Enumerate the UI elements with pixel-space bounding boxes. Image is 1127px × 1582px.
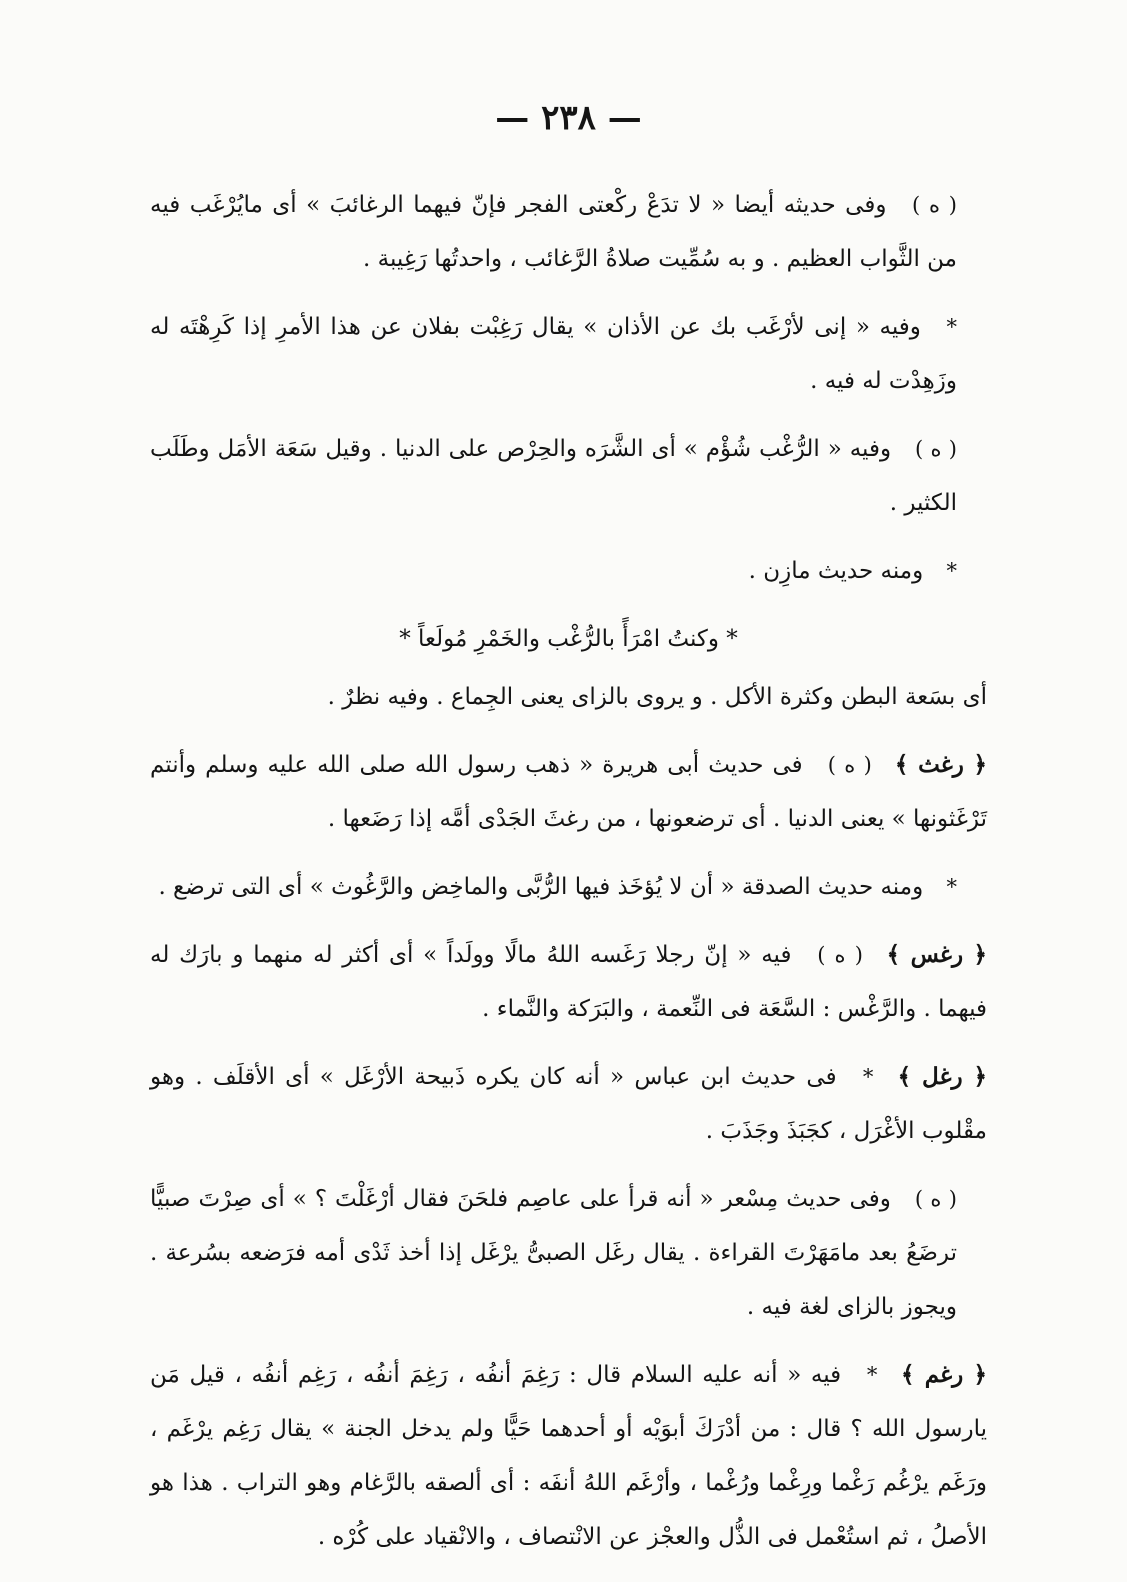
entry-text: أى بسَعة البطن وكثرة الأكل . و يروى بالزاى يعنى الجِماع . وفيه نظرٌ .: [327, 684, 987, 710]
entry-mazin: [150, 544, 987, 598]
asterisk-mark: *: [862, 1065, 874, 1089]
poetry-verse: [150, 612, 987, 666]
source-mark: ( ه ): [914, 1187, 957, 1211]
asterisk-mark: *: [946, 875, 957, 899]
entry-raghaib: [150, 178, 987, 286]
source-mark: ( ه ): [817, 943, 863, 967]
page-number: — ٢٣٨ —: [495, 98, 642, 138]
entry-rughb: [150, 422, 987, 530]
source-mark: ( ه ): [827, 753, 872, 777]
entry-raghal: [150, 1050, 987, 1158]
entry-ragham: [150, 1348, 987, 1564]
entry-arghab: [150, 300, 987, 408]
source-mark: ( ه ): [915, 437, 957, 461]
entry-text: ومنه حديث مازِن .: [748, 558, 924, 584]
entry-text: وفى حديث مِسْعر « أنه قرأ على عاصِم فلحَنَ فقال أرْغَلْتَ ؟ » أى صِرْتَ صبيًّا ترضَعُ بعد مامَهَرْتَ القراءة . يقال رغَل الصبىُّ يرْغَل إذا أخذ ثَدْى أمه فرَضعه بسُرعة . ويجوز بالزاى لغة فيه .: [150, 1186, 957, 1320]
source-mark: ( ه ): [911, 193, 958, 217]
entry-misar: [150, 1172, 987, 1334]
headword: ﴿ رغث ﴾: [894, 751, 988, 778]
entry-text: وفيه « الرُّغْب شُؤْم » أى الشَّرَه والحِرْص على الدنيا . وقيل سَعَة الأمَل وطَلَب الكثير .: [150, 436, 957, 516]
entry-raghas: [150, 928, 987, 1036]
verse-text: * وكنتُ امْرَأً بالرُّغْب والخَمْرِ مُولَعاً *: [399, 626, 738, 652]
entry-sadaqa: [150, 860, 987, 914]
entry-text: فى حديث ابن عباس « أنه كان يكره ذَبيحة الأرْغَل » أى الأقلَف . وهو مقْلوب الأغْرَل ، كجَبَذَ وجَذَبَ .: [150, 1064, 987, 1144]
asterisk-mark: *: [946, 559, 957, 583]
entry-text: ومنه حديث الصدقة « أن لا يُؤخَذ فيها الرُّبَّى والماخِض والرَّغُوث » أى التى ترضع .: [158, 874, 924, 900]
entry-text: وفيه « إنى لأرْغَب بك عن الأذان » يقال رَغِبْت بفلان عن هذا الأمرِ إذا كَرِهْتَه له وزَهِدْت له فيه .: [150, 314, 957, 394]
verse-explanation: [150, 670, 987, 724]
entry-text: فى حديث أبى هريرة « ذهب رسول الله صلى الله عليه وسلم وأنتم تَرْغَثونها » يعنى الدنيا . أى ترضعونها ، من رغثَ الجَدْى أمَّه إذا رَضَعها .: [150, 752, 987, 832]
headword: ﴿ رغم ﴾: [900, 1361, 988, 1388]
asterisk-mark: *: [866, 1363, 878, 1387]
asterisk-mark: *: [946, 315, 957, 339]
entry-text: وفى حديثه أيضا « لا تدَعْ ركْعتى الفجر فإنّ فيهما الرغائبَ » أى مايُرْغَب فيه من الثَّواب العظيم . و به سُمِّيت صلاةُ الرَّغائب ، واحدتُها رَغِيبة .: [150, 192, 957, 272]
headword: ﴿ رغل ﴾: [897, 1063, 988, 1090]
entry-text: فيه « إنّ رجلا رَغَسه اللهُ مالًا وولَداً » أى أكثر له منهما و بارَك له فيهما . والرَّغْس : السَّعَة فى النِّعمة ، والبَرَكة والنَّماء .: [150, 942, 987, 1022]
headword: ﴿ رغس ﴾: [886, 941, 987, 968]
entry-text: فيه « أنه عليه السلام قال : رَغِمَ أنفُه ، رَغِمَ أنفُه ، رَغِم أنفُه ، قيل مَن يارسول الله ؟ قال : من أدْرَكَ أبوَيْه أو أحدهما حَيًّا ولم يدخل الجنة » يقال رَغِم يرْغَم ، ورَغَم يرْغُم رَغْما ورِغْما ورُغْما ، وأرْغَم اللهُ أنفَه : أى ألصقه بالرَّغام وهو التراب . هذا هو الأصلُ ، ثم استُعْمل فى الذُّل والعجْز عن الانْتصاف ، والانْقياد على كُرْه .: [150, 1362, 987, 1550]
entry-raghath: [150, 738, 987, 846]
